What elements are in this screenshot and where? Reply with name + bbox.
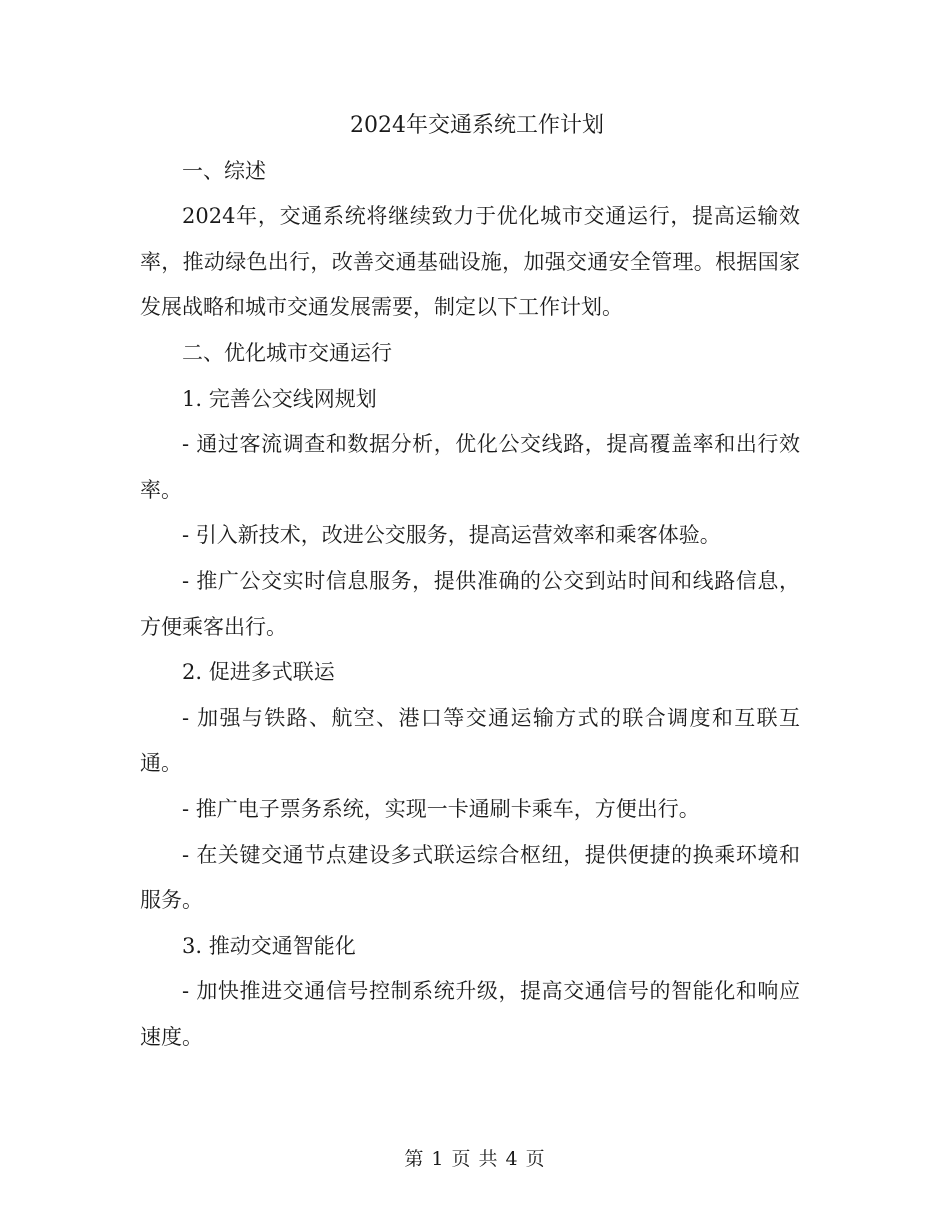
overview-paragraph: 2024年，交通系统将继续致力于优化城市交通运行，提高运输效率，推动绿色出行，改善交通基础设施，加强交通安全管理。根据国家发展战略和城市交通发展需要，制定以下工作计划。 <box>140 204 800 320</box>
list-item: - 在关键交通节点建设多式联运综合枢纽，提供便捷的换乘环境和服务。 <box>140 842 800 913</box>
list-item: - 通过客流调查和数据分析，优化公交线路，提高覆盖率和出行效率。 <box>140 432 800 502</box>
subheading-bus-network: 1. 完善公交线网规划 <box>182 386 377 411</box>
section-heading-optimize-traffic: 二、优化城市交通运行 <box>182 340 392 365</box>
list-item: - 加强与铁路、航空、港口等交通运输方式的联合调度和互联互通。 <box>140 705 800 776</box>
section-heading-overview: 一、综述 <box>182 158 266 183</box>
list-item: - 推广电子票务系统，实现一卡通刷卡乘车，方便出行。 <box>182 796 700 821</box>
list-item: - 加快推进交通信号控制系统升级，提高交通信号的智能化和响应速度。 <box>140 979 800 1049</box>
page-number-footer: 第 1 页 共 4 页 <box>404 1148 546 1170</box>
list-item: - 引入新技术，改进公交服务，提高运营效率和乘客体验。 <box>182 523 721 548</box>
subheading-intelligent-transport: 3. 推动交通智能化 <box>182 933 356 958</box>
document-title: 2024年交通系统工作计划 <box>350 113 604 138</box>
document-body <box>140 103 800 1060</box>
subheading-multimodal-transport: 2. 促进多式联运 <box>182 660 335 685</box>
list-item: - 推广公交实时信息服务，提供准确的公交到站时间和线路信息，方便乘客出行。 <box>140 568 800 639</box>
